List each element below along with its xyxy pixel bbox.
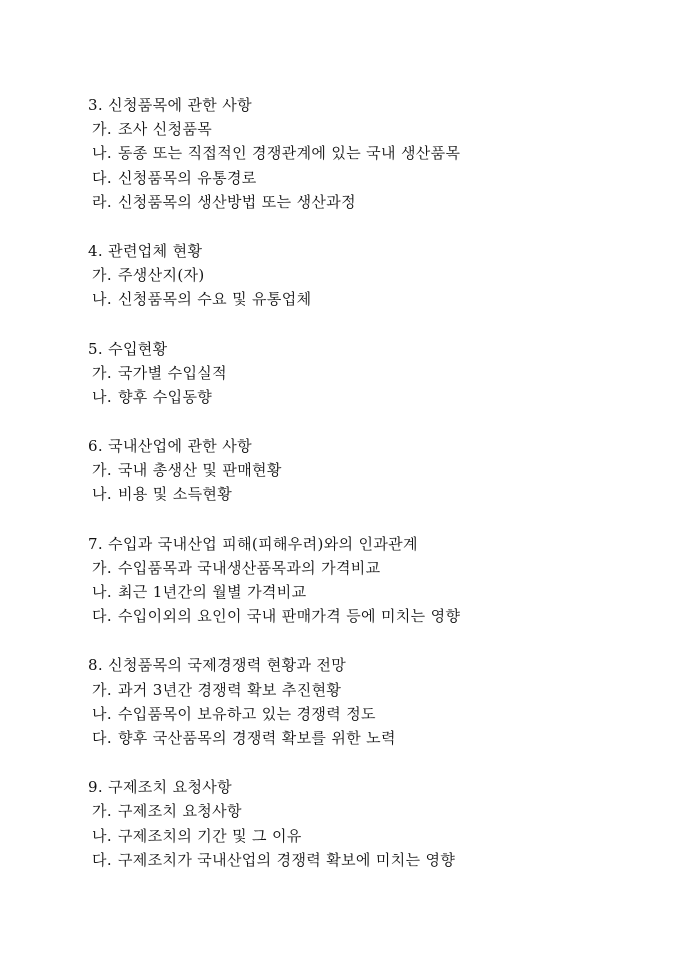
item-text: 신청품목의 수요 및 유통업체 (117, 290, 312, 309)
section-6 (0, 434, 680, 507)
list-item (0, 263, 680, 287)
item-text: 구제조치의 기간 및 그 이유 (117, 826, 302, 845)
section-title: 9. 구제조치 요청사항 (88, 778, 232, 797)
item-text: 과거 3년간 경쟁력 확보 추진현황 (117, 680, 342, 699)
section-5 (0, 337, 680, 410)
item-text: 국가별 수입실적 (117, 363, 227, 382)
item-text: 수입이외의 요인이 국내 판매가격 등에 미치는 영향 (117, 607, 461, 626)
list-item (0, 678, 680, 702)
list-item (0, 580, 680, 604)
item-marker: 다. (92, 850, 112, 869)
list-item (0, 604, 680, 628)
list-item (0, 287, 680, 311)
list-item (0, 190, 680, 214)
list-item (0, 702, 680, 726)
item-text: 최근 1년간의 월별 가격비교 (117, 583, 307, 601)
item-marker: 다. (92, 607, 112, 626)
item-marker: 다. (92, 728, 112, 747)
item-text: 향후 수입동향 (117, 387, 213, 406)
item-marker: 가. (92, 461, 112, 480)
item-text: 비용 및 소득현황 (117, 485, 233, 504)
section-title: 8. 신청품목의 국제경쟁력 현황과 전망 (88, 656, 347, 675)
list-item (0, 141, 680, 165)
item-text: 수입품목이 보유하고 있는 경쟁력 정도 (117, 704, 376, 723)
item-marker: 나. (92, 583, 112, 601)
item-text: 수입품목과 국내생산품목과의 가격비교 (117, 558, 381, 577)
section-3 (0, 93, 680, 214)
item-marker: 나. (92, 704, 112, 723)
list-item (0, 482, 680, 506)
item-marker: 나. (92, 826, 112, 845)
list-item (0, 361, 680, 385)
item-text: 신청품목의 생산방법 또는 생산과정 (117, 192, 356, 211)
item-marker: 가. (92, 363, 112, 382)
section-title: 4. 관련업체 현황 (88, 241, 203, 260)
item-marker: 가. (92, 266, 112, 285)
list-item (0, 726, 680, 750)
item-text: 조사 신청품목 (117, 120, 213, 139)
list-item (0, 385, 680, 409)
item-text: 구제조치가 국내산업의 경쟁력 확보에 미치는 영향 (117, 850, 456, 869)
section-9 (0, 775, 680, 872)
item-text: 동종 또는 직접적인 경쟁관계에 있는 국내 생산품목 (117, 144, 461, 163)
item-text: 향후 국산품목의 경쟁력 확보를 위한 노력 (117, 728, 396, 747)
section-title: 7. 수입과 국내산업 피해(피해우려)와의 인과관계 (88, 534, 418, 553)
section-title: 6. 국내산업에 관한 사항 (88, 437, 252, 456)
item-text: 국내 총생산 및 판매현황 (117, 461, 282, 480)
section-title: 3. 신청품목에 관한 사항 (88, 96, 252, 114)
item-text: 신청품목의 유통경로 (117, 168, 257, 187)
list-item (0, 824, 680, 848)
item-marker: 라. (92, 192, 112, 211)
item-marker: 가. (92, 680, 112, 699)
item-marker: 나. (92, 144, 112, 163)
list-item (0, 556, 680, 580)
section-7 (0, 532, 680, 629)
list-item (0, 458, 680, 482)
item-marker: 나. (92, 387, 112, 406)
section-8 (0, 653, 680, 750)
list-item (0, 166, 680, 190)
item-marker: 가. (92, 558, 112, 577)
list-item (0, 117, 680, 141)
item-marker: 나. (92, 485, 112, 504)
section-4 (0, 239, 680, 312)
item-marker: 가. (92, 802, 112, 821)
item-text: 구제조치 요청사항 (117, 802, 242, 821)
item-marker: 나. (92, 290, 112, 309)
item-marker: 가. (92, 120, 112, 139)
section-title: 5. 수입현황 (88, 339, 168, 358)
list-item (0, 848, 680, 872)
item-marker: 다. (92, 168, 112, 187)
list-item (0, 799, 680, 823)
item-text: 주생산지(자) (117, 266, 205, 285)
